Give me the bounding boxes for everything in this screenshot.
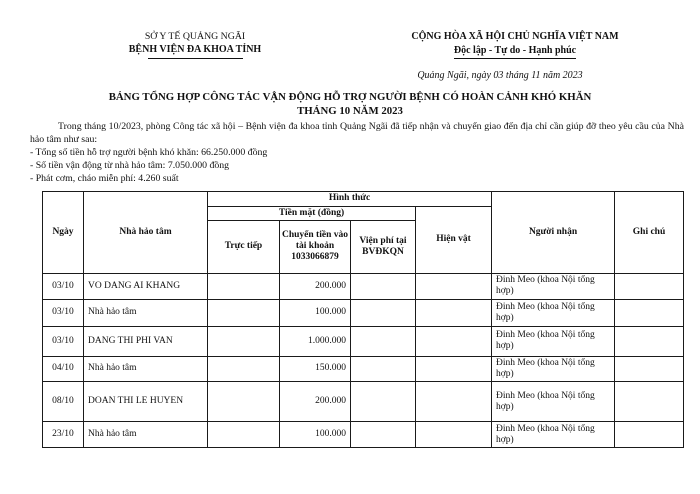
donor-cell: Nhà hảo tâm	[84, 299, 208, 326]
in-kind-cell	[416, 382, 492, 422]
table-row	[43, 382, 684, 422]
table-row	[43, 356, 684, 381]
note-cell	[615, 299, 684, 326]
hospital-fee-cell	[351, 382, 416, 422]
note-cell	[615, 356, 684, 381]
direct-cash-cell	[208, 299, 280, 326]
col-header-recipient: Người nhận	[492, 191, 615, 273]
note-cell	[615, 382, 684, 422]
col-header-donor: Nhà hảo tâm	[84, 191, 208, 273]
note-cell	[615, 273, 684, 299]
in-kind-cell	[416, 422, 492, 448]
national-motto-block	[360, 30, 670, 59]
transfer-amount-cell: 150.000	[280, 356, 351, 381]
document-title-line1: BẢNG TỔNG HỢP CÔNG TÁC VẬN ĐỘNG HỖ TRỢ NGƯỜI BỆNH CÓ HOÀN CẢNH KHÓ KHĂN	[108, 91, 592, 103]
col-header-in-kind: Hiện vật	[416, 206, 492, 273]
recipient-cell: Đinh Meo (khoa Nội tổng hợp)	[492, 326, 615, 356]
donor-cell: DOAN THI LE HUYEN	[84, 382, 208, 422]
place-date-line: Quảng Ngãi, ngày 03 tháng 11 năm 2023	[417, 70, 583, 81]
donor-cell: VO DANG AI KHANG	[84, 273, 208, 299]
col-header-hospital-fee: Viện phí tại BVĐKQN	[351, 220, 416, 273]
donor-cell: Nhà hảo tâm	[84, 356, 208, 381]
summary-donation-amount: - Số tiền vận động từ nhà hảo tâm: 7.050.000 đồng	[30, 159, 230, 171]
col-header-form: Hình thức	[208, 191, 492, 206]
table-row	[43, 422, 684, 448]
date-cell: 03/10	[43, 273, 84, 299]
in-kind-cell	[416, 356, 492, 381]
recipient-cell: Đinh Meo (khoa Nội tổng hợp)	[492, 273, 615, 299]
date-cell: 23/10	[43, 422, 84, 448]
issuing-agency-block	[60, 30, 330, 59]
document-header	[0, 30, 700, 59]
donation-table	[42, 191, 684, 449]
donor-cell: DANG THI PHI VAN	[84, 326, 208, 356]
hospital-fee-cell	[351, 356, 416, 381]
transfer-amount-cell: 100.000	[280, 422, 351, 448]
col-header-note: Ghi chú	[615, 191, 684, 273]
direct-cash-cell	[208, 326, 280, 356]
note-cell	[615, 326, 684, 356]
summary-total-support: - Tổng số tiền hỗ trợ người bệnh khó khăn: 66.250.000 đồng	[30, 146, 268, 158]
in-kind-cell	[416, 299, 492, 326]
date-cell: 03/10	[43, 326, 84, 356]
table-row	[43, 326, 684, 356]
recipient-cell: Đinh Meo (khoa Nội tổng hợp)	[492, 382, 615, 422]
agency-name: BỆNH VIỆN ĐA KHOA TỈNH	[128, 44, 262, 56]
transfer-amount-cell: 100.000	[280, 299, 351, 326]
direct-cash-cell	[208, 273, 280, 299]
document-title-line2: THÁNG 10 NĂM 2023	[297, 105, 403, 118]
transfer-amount-cell: 200.000	[280, 382, 351, 422]
agency-underline	[148, 58, 243, 59]
recipient-cell: Đinh Meo (khoa Nội tổng hợp)	[492, 299, 615, 326]
hospital-fee-cell	[351, 273, 416, 299]
direct-cash-cell	[208, 356, 280, 381]
national-motto: Độc lập - Tự do - Hạnh phúc	[454, 44, 576, 60]
direct-cash-cell	[208, 422, 280, 448]
intro-paragraph: Trong tháng 10/2023, phòng Công tác xã hội – Bệnh viện đa khoa tỉnh Quảng Ngãi đã tiếp nhận và chuyển giao đến địa chỉ cần giúp đỡ theo yêu cầu của Nhà hảo tâm như sau:	[30, 121, 684, 145]
donation-table-body	[43, 273, 684, 447]
recipient-cell: Đinh Meo (khoa Nội tổng hợp)	[492, 356, 615, 381]
donor-cell: Nhà hảo tâm	[84, 422, 208, 448]
hospital-fee-cell	[351, 299, 416, 326]
table-row	[43, 273, 684, 299]
recipient-cell: Đinh Meo (khoa Nội tổng hợp)	[492, 422, 615, 448]
transfer-amount-cell: 200.000	[280, 273, 351, 299]
col-header-date: Ngày	[43, 191, 84, 273]
note-cell	[615, 422, 684, 448]
date-cell: 04/10	[43, 356, 84, 381]
agency-parent-name: SỞ Y TẾ QUẢNG NGÃI	[144, 31, 246, 42]
in-kind-cell	[416, 273, 492, 299]
summary-free-meals: - Phát cơm, cháo miễn phí: 4.260 suất	[30, 172, 179, 184]
donation-table-header	[43, 191, 684, 273]
transfer-amount-cell: 1.000.000	[280, 326, 351, 356]
in-kind-cell	[416, 326, 492, 356]
hospital-fee-cell	[351, 326, 416, 356]
col-header-cash: Tiền mặt (đồng)	[208, 206, 416, 220]
national-title: CỘNG HÒA XÃ HỘI CHỦ NGHĨA VIỆT NAM	[411, 31, 619, 42]
col-header-transfer-account: Chuyển tiền vào tài khoản 1033066879	[280, 220, 351, 273]
date-cell: 08/10	[43, 382, 84, 422]
table-row	[43, 299, 684, 326]
col-header-direct: Trực tiếp	[208, 220, 280, 273]
hospital-fee-cell	[351, 422, 416, 448]
direct-cash-cell	[208, 382, 280, 422]
date-cell: 03/10	[43, 299, 84, 326]
